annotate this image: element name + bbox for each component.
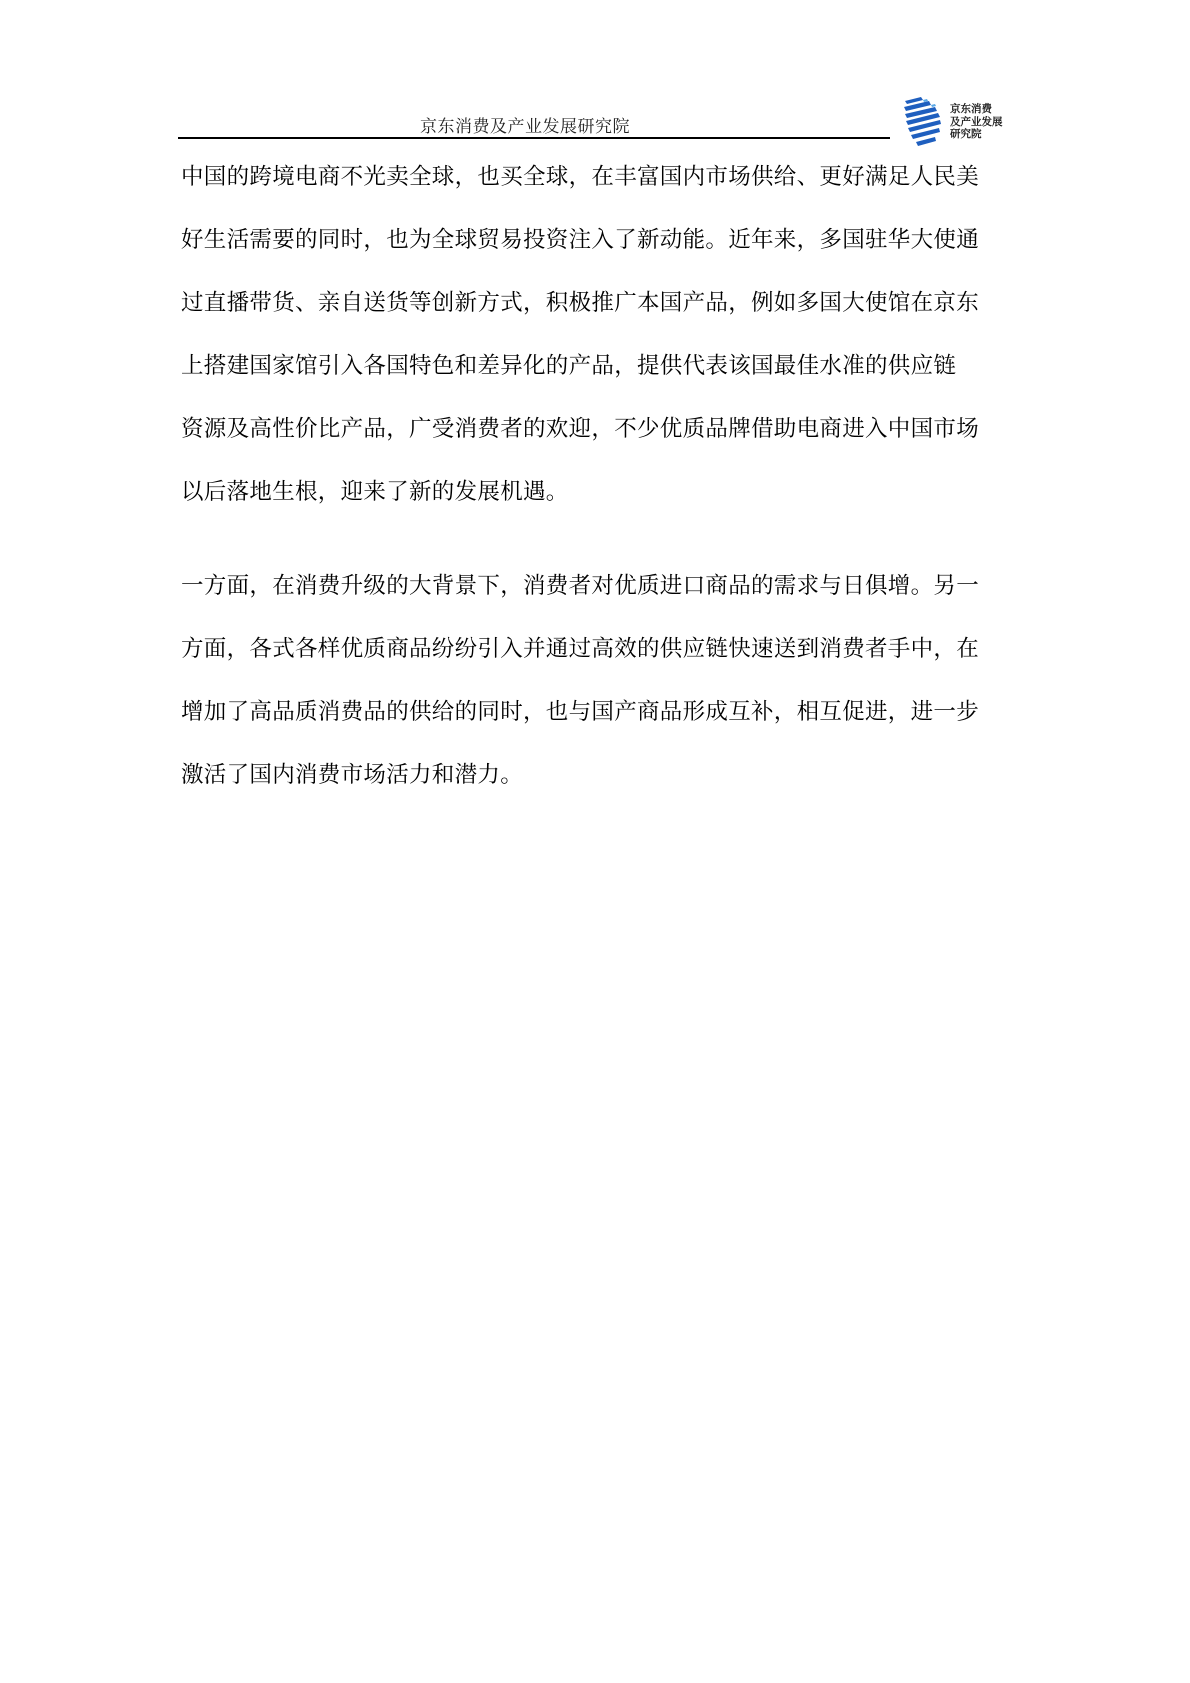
header-divider bbox=[178, 137, 890, 139]
header-title: 京东消费及产业发展研究院 bbox=[420, 117, 630, 137]
text-line: 过直播带货、亲自送货等创新方式，积极推广本国产品，例如多国大使馆在京东 bbox=[181, 290, 980, 316]
document-body bbox=[181, 146, 1019, 807]
jd-institute-logo-icon bbox=[903, 97, 943, 147]
logo-text-line: 研究院 bbox=[950, 128, 982, 140]
logo-text bbox=[950, 103, 1003, 141]
text-line: 好生活需要的同时，也为全球贸易投资注入了新动能。近年来，多国驻华大使通 bbox=[181, 227, 980, 253]
paragraph-consumption-upgrade bbox=[181, 555, 1019, 807]
text-line: 激活了国内消费市场活力和潜力。 bbox=[181, 762, 524, 788]
paragraph-cross-border-ecommerce bbox=[181, 146, 1019, 524]
text-line: 上搭建国家馆引入各国特色和差异化的产品，提供代表该国最佳水准的供应链 bbox=[181, 353, 957, 379]
text-line: 方面，各式各样优质商品纷纷引入并通过高效的供应链快速送到消费者手中，在 bbox=[181, 636, 980, 662]
text-line: 增加了高品质消费品的供给的同时，也与国产商品形成互补，相互促进，进一步 bbox=[181, 699, 980, 725]
logo-text-line: 及产业发展 bbox=[950, 115, 1003, 128]
text-line: 资源及高性价比产品，广受消费者的欢迎，不少优质品牌借助电商进入中国市场 bbox=[181, 416, 980, 442]
institute-logo bbox=[903, 97, 1023, 149]
text-line: 一方面，在消费升级的大背景下，消费者对优质进口商品的需求与日俱增。另一 bbox=[181, 573, 980, 599]
page-header bbox=[0, 0, 1190, 150]
text-line: 中国的跨境电商不光卖全球，也买全球，在丰富国内市场供给、更好满足人民美 bbox=[181, 164, 980, 190]
logo-text-line: 京东消费 bbox=[950, 103, 992, 115]
text-line: 以后落地生根，迎来了新的发展机遇。 bbox=[181, 479, 569, 505]
